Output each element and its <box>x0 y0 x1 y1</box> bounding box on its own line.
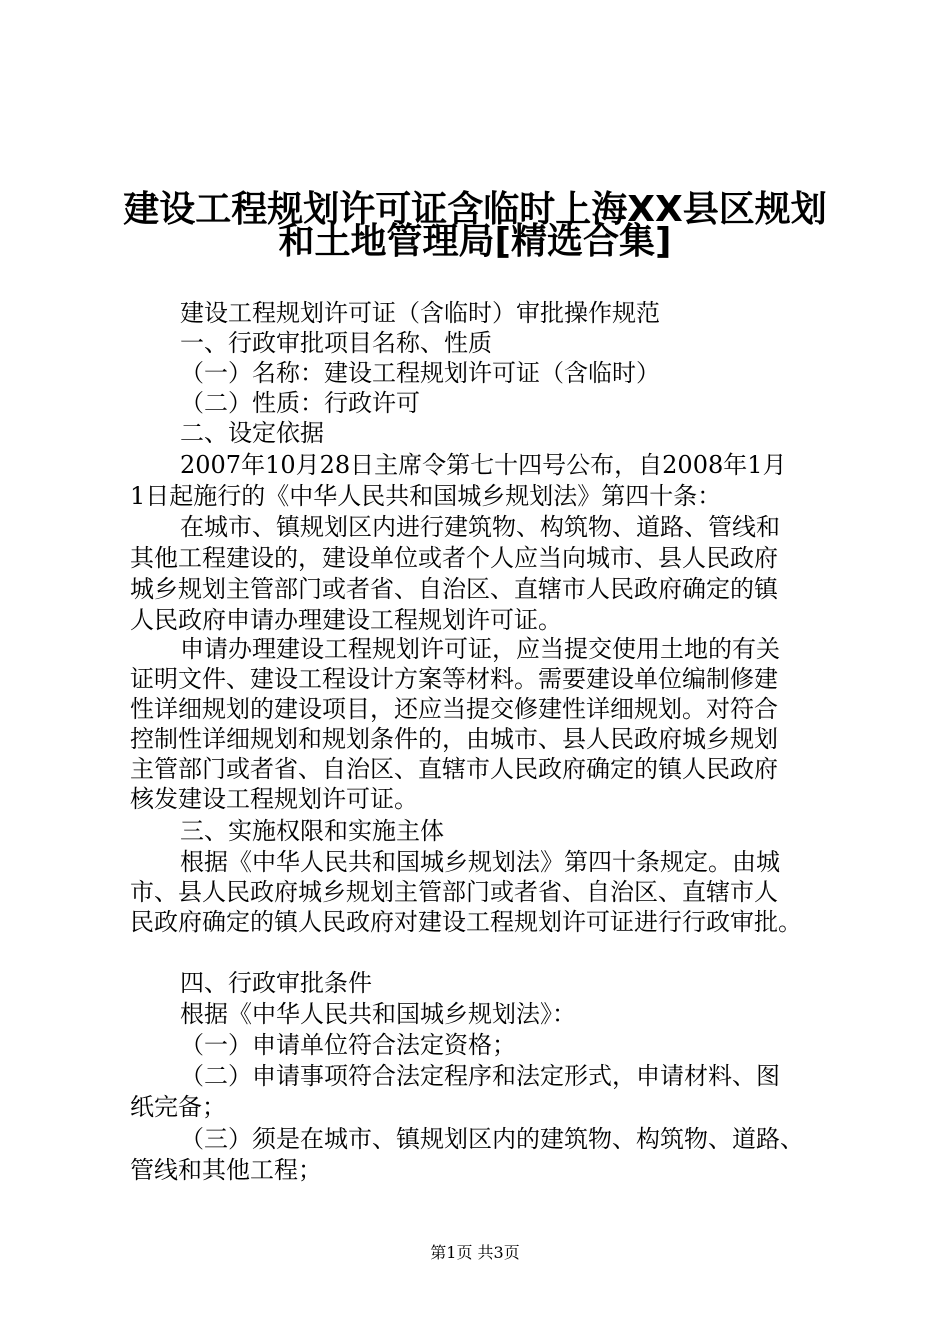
body-line: 一、行政审批项目名称、性质 <box>180 329 492 357</box>
body-line: 1日起施行的《中华人民共和国城乡规划法》第四十条： <box>130 482 722 510</box>
body-line: 控制性详细规划和规划条件的，由城市、县人民政府城乡规划 <box>130 725 778 753</box>
body-line: 主管部门或者省、自治区、直辖市人民政府确定的镇人民政府 <box>130 755 778 783</box>
body-line: 建设工程规划许可证（含临时）审批操作规范 <box>180 299 660 327</box>
body-line: （二）申请事项符合法定程序和法定形式，申请材料、图 <box>180 1062 780 1090</box>
body-line: 根据《中华人民共和国城乡规划法》第四十条规定。由城 <box>180 848 780 876</box>
body-line: 2007年10月28日主席令第七十四号公布，自2008年1月 <box>180 451 787 479</box>
body-line: 城乡规划主管部门或者省、自治区、直辖市人民政府确定的镇 <box>130 575 778 603</box>
body-line: 纸完备； <box>130 1093 226 1121</box>
body-line: 人民政府申请办理建设工程规划许可证。 <box>130 606 562 634</box>
body-line: （二）性质：行政许可 <box>180 389 420 417</box>
body-line: （一）申请单位符合法定资格； <box>180 1031 516 1059</box>
body-line: 三、实施权限和实施主体 <box>180 817 444 845</box>
page-number-footer: 第1页 共3页 <box>430 1243 520 1262</box>
body-line: 市、县人民政府城乡规划主管部门或者省、自治区、直辖市人 <box>130 878 778 906</box>
document-title-line-2: 和土地管理局[精选合集] <box>278 221 672 262</box>
body-line: （三）须是在城市、镇规划区内的建筑物、构筑物、道路、 <box>180 1125 804 1153</box>
body-line: 根据《中华人民共和国城乡规划法》： <box>180 1000 576 1028</box>
document-title-line-1: 建设工程规划许可证含临时上海XX县区规划 <box>123 189 827 230</box>
body-line: 管线和其他工程； <box>130 1156 322 1184</box>
body-line: 民政府确定的镇人民政府对建设工程规划许可证进行行政审批。 <box>130 908 802 936</box>
body-line: 其他工程建设的，建设单位或者个人应当向城市、县人民政府 <box>130 544 778 572</box>
body-line: 性详细规划的建设项目，还应当提交修建性详细规划。对符合 <box>130 695 778 723</box>
body-line: 核发建设工程规划许可证。 <box>130 785 418 813</box>
body-line: 申请办理建设工程规划许可证，应当提交使用土地的有关 <box>180 635 780 663</box>
body-line: 在城市、镇规划区内进行建筑物、构筑物、道路、管线和 <box>180 513 780 541</box>
body-line: （一）名称：建设工程规划许可证（含临时） <box>180 359 660 387</box>
body-line: 证明文件、建设工程设计方案等材料。需要建设单位编制修建 <box>130 665 778 693</box>
body-line: 二、设定依据 <box>180 419 324 447</box>
body-line: 四、行政审批条件 <box>180 969 372 997</box>
